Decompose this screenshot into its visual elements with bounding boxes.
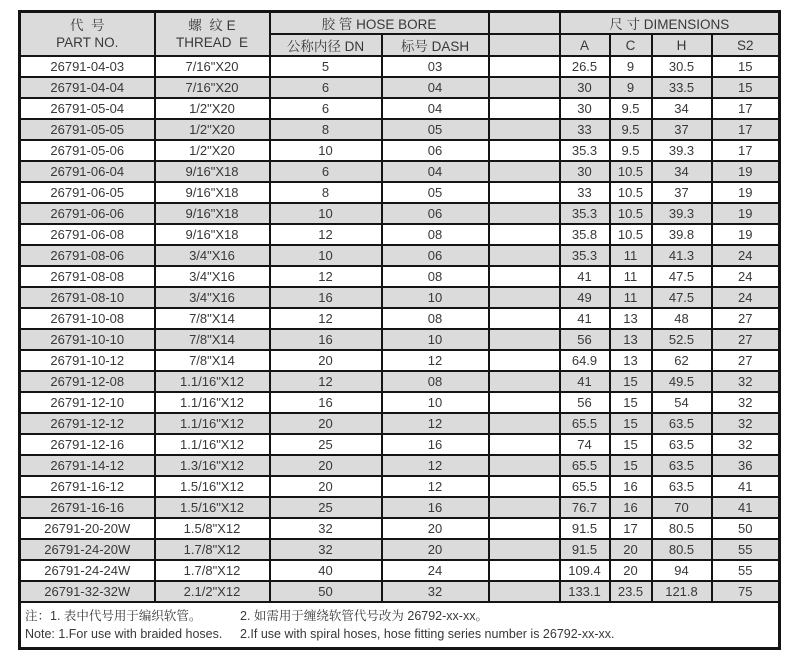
- table-row: [20, 371, 780, 392]
- dim-s2-cell: 36: [712, 455, 780, 476]
- table-row: [20, 518, 780, 539]
- dim-a-cell: 35.3: [560, 245, 610, 266]
- spacer-cell: [489, 77, 560, 98]
- thread-cell: 1/2"X20: [155, 119, 270, 140]
- part-no-cell: 26791-32-32W: [20, 581, 155, 602]
- table-row: [20, 245, 780, 266]
- dash-cell: 04: [382, 98, 489, 119]
- dim-s2-cell: 15: [712, 56, 780, 77]
- dash-cell: 10: [382, 329, 489, 350]
- table-row: [20, 329, 780, 350]
- dim-h-cell: 33.5: [652, 77, 712, 98]
- dim-s2-cell: 19: [712, 182, 780, 203]
- header-dim-s2: S2: [712, 34, 780, 56]
- dim-a-cell: 35.3: [560, 203, 610, 224]
- dim-h-cell: 63.5: [652, 434, 712, 455]
- dim-a-cell: 109.4: [560, 560, 610, 581]
- dim-s2-cell: 27: [712, 308, 780, 329]
- table-row: [20, 560, 780, 581]
- spacer-cell: [489, 497, 560, 518]
- dim-c-cell: 10.5: [610, 161, 652, 182]
- dn-cell: 25: [270, 497, 382, 518]
- dim-a-cell: 65.5: [560, 413, 610, 434]
- dim-c-cell: 15: [610, 392, 652, 413]
- part-no-cell: 26791-24-20W: [20, 539, 155, 560]
- spacer-cell: [489, 224, 560, 245]
- dash-cell: 08: [382, 371, 489, 392]
- dim-h-cell: 37: [652, 182, 712, 203]
- dim-h-cell: 52.5: [652, 329, 712, 350]
- dash-cell: 08: [382, 224, 489, 245]
- thread-cell: 3/4"X16: [155, 266, 270, 287]
- spacer-cell: [489, 581, 560, 602]
- dim-a-cell: 65.5: [560, 455, 610, 476]
- dim-c-cell: 20: [610, 539, 652, 560]
- dim-c-cell: 11: [610, 266, 652, 287]
- part-no-cell: 26791-05-05: [20, 119, 155, 140]
- dash-cell: 10: [382, 287, 489, 308]
- part-no-cell: 26791-06-06: [20, 203, 155, 224]
- dn-cell: 25: [270, 434, 382, 455]
- table-row: [20, 392, 780, 413]
- dim-s2-cell: 32: [712, 434, 780, 455]
- note-en-2: 2.If use with spiral hoses, hose fitting series number is 26792-xx-xx.: [240, 627, 615, 641]
- thread-cell: 7/8"X14: [155, 308, 270, 329]
- header-dim-c: C: [610, 34, 652, 56]
- note-zh-1: 注：1. 表中代号用于编织软管。: [25, 609, 202, 623]
- dim-c-cell: 13: [610, 350, 652, 371]
- notes-grid: [25, 607, 774, 643]
- dim-s2-cell: 27: [712, 329, 780, 350]
- table-row: [20, 476, 780, 497]
- spacer-cell: [489, 56, 560, 77]
- dn-cell: 20: [270, 413, 382, 434]
- dn-cell: 16: [270, 329, 382, 350]
- table-row: [20, 287, 780, 308]
- table-row: [20, 266, 780, 287]
- dim-a-cell: 33: [560, 119, 610, 140]
- dash-cell: 16: [382, 497, 489, 518]
- dim-c-cell: 15: [610, 413, 652, 434]
- dn-cell: 50: [270, 581, 382, 602]
- dn-cell: 6: [270, 77, 382, 98]
- dim-c-cell: 9: [610, 77, 652, 98]
- dim-s2-cell: 32: [712, 371, 780, 392]
- thread-cell: 7/8"X14: [155, 350, 270, 371]
- header-dn: 公称内径 DN: [270, 34, 382, 56]
- thread-cell: 3/4"X16: [155, 287, 270, 308]
- dim-s2-cell: 32: [712, 392, 780, 413]
- thread-cell: 9/16"X18: [155, 224, 270, 245]
- header-part-no-en: PART NO.: [56, 35, 119, 50]
- part-no-cell: 26791-05-04: [20, 98, 155, 119]
- dash-cell: 05: [382, 182, 489, 203]
- dn-cell: 12: [270, 308, 382, 329]
- dn-cell: 20: [270, 476, 382, 497]
- dim-h-cell: 30.5: [652, 56, 712, 77]
- dim-c-cell: 10.5: [610, 182, 652, 203]
- dn-cell: 10: [270, 140, 382, 161]
- dim-c-cell: 16: [610, 497, 652, 518]
- dash-cell: 03: [382, 56, 489, 77]
- dn-cell: 10: [270, 203, 382, 224]
- dim-a-cell: 74: [560, 434, 610, 455]
- dash-cell: 12: [382, 350, 489, 371]
- table-header: [20, 12, 780, 57]
- table-row: [20, 434, 780, 455]
- dim-s2-cell: 17: [712, 119, 780, 140]
- thread-cell: 9/16"X18: [155, 161, 270, 182]
- spacer-cell: [489, 98, 560, 119]
- dim-a-cell: 76.7: [560, 497, 610, 518]
- part-no-cell: 26791-08-10: [20, 287, 155, 308]
- header-thread: [155, 12, 270, 57]
- spacer-cell: [489, 392, 560, 413]
- dim-a-cell: 49: [560, 287, 610, 308]
- part-no-cell: 26791-10-08: [20, 308, 155, 329]
- dim-h-cell: 121.8: [652, 581, 712, 602]
- dn-cell: 10: [270, 245, 382, 266]
- table-row: [20, 140, 780, 161]
- dim-h-cell: 80.5: [652, 539, 712, 560]
- table-row: [20, 413, 780, 434]
- table-row: [20, 98, 780, 119]
- dim-h-cell: 63.5: [652, 476, 712, 497]
- thread-cell: 9/16"X18: [155, 182, 270, 203]
- dim-c-cell: 11: [610, 245, 652, 266]
- dim-s2-cell: 27: [712, 350, 780, 371]
- dash-cell: 04: [382, 77, 489, 98]
- dim-c-cell: 13: [610, 329, 652, 350]
- dash-cell: 06: [382, 140, 489, 161]
- dash-cell: 20: [382, 518, 489, 539]
- dash-cell: 08: [382, 308, 489, 329]
- spacer-cell: [489, 560, 560, 581]
- header-part-no: [20, 12, 155, 57]
- dn-cell: 6: [270, 161, 382, 182]
- thread-cell: 1.1/16"X12: [155, 392, 270, 413]
- dash-cell: 12: [382, 476, 489, 497]
- part-no-cell: 26791-20-20W: [20, 518, 155, 539]
- dim-c-cell: 9: [610, 56, 652, 77]
- thread-cell: 1.7/8"X12: [155, 560, 270, 581]
- dn-cell: 6: [270, 98, 382, 119]
- spacer-cell: [489, 539, 560, 560]
- part-no-cell: 26791-16-16: [20, 497, 155, 518]
- spacer-cell: [489, 203, 560, 224]
- spacer-cell: [489, 434, 560, 455]
- thread-cell: 1/2"X20: [155, 140, 270, 161]
- spacer-cell: [489, 245, 560, 266]
- part-no-cell: 26791-10-12: [20, 350, 155, 371]
- spacer-cell: [489, 350, 560, 371]
- dash-cell: 12: [382, 455, 489, 476]
- spacer-cell: [489, 266, 560, 287]
- header-spacer-bottom: [489, 34, 560, 56]
- dim-h-cell: 37: [652, 119, 712, 140]
- thread-cell: 9/16"X18: [155, 203, 270, 224]
- dn-cell: 16: [270, 392, 382, 413]
- dim-h-cell: 63.5: [652, 413, 712, 434]
- dash-cell: 04: [382, 161, 489, 182]
- dim-s2-cell: 15: [712, 77, 780, 98]
- dn-cell: 40: [270, 560, 382, 581]
- dn-cell: 8: [270, 119, 382, 140]
- part-no-cell: 26791-12-16: [20, 434, 155, 455]
- part-no-cell: 26791-04-04: [20, 77, 155, 98]
- dim-a-cell: 91.5: [560, 539, 610, 560]
- table-row: [20, 539, 780, 560]
- dim-h-cell: 48: [652, 308, 712, 329]
- thread-cell: 1/2"X20: [155, 98, 270, 119]
- dash-cell: 16: [382, 434, 489, 455]
- dash-cell: 06: [382, 245, 489, 266]
- spacer-cell: [489, 287, 560, 308]
- dim-a-cell: 30: [560, 77, 610, 98]
- dim-a-cell: 33: [560, 182, 610, 203]
- dim-s2-cell: 17: [712, 140, 780, 161]
- header-dim-h: H: [652, 34, 712, 56]
- part-no-cell: 26791-06-08: [20, 224, 155, 245]
- dash-cell: 20: [382, 539, 489, 560]
- note-zh-2: 2. 如需用于缠绕软管代号改为 26792-xx-xx。: [240, 609, 488, 623]
- spacer-cell: [489, 413, 560, 434]
- header-group-hose-bore: 胶 管 HOSE BORE: [270, 12, 489, 35]
- dim-a-cell: 133.1: [560, 581, 610, 602]
- thread-cell: 1.1/16"X12: [155, 434, 270, 455]
- dim-a-cell: 41: [560, 308, 610, 329]
- dim-c-cell: 13: [610, 308, 652, 329]
- dim-s2-cell: 24: [712, 245, 780, 266]
- header-thread-zh: 螺 纹 E: [188, 18, 236, 33]
- thread-cell: 7/8"X14: [155, 329, 270, 350]
- dim-s2-cell: 55: [712, 560, 780, 581]
- table-row: [20, 203, 780, 224]
- dash-cell: 05: [382, 119, 489, 140]
- spacer-cell: [489, 455, 560, 476]
- dash-cell: 08: [382, 266, 489, 287]
- table-row: [20, 56, 780, 77]
- dim-h-cell: 34: [652, 98, 712, 119]
- dim-a-cell: 30: [560, 98, 610, 119]
- table-row: [20, 182, 780, 203]
- thread-cell: 1.7/8"X12: [155, 539, 270, 560]
- part-no-cell: 26791-12-08: [20, 371, 155, 392]
- dim-h-cell: 70: [652, 497, 712, 518]
- spacer-cell: [489, 119, 560, 140]
- dim-s2-cell: 32: [712, 413, 780, 434]
- dn-cell: 20: [270, 455, 382, 476]
- thread-cell: 1.3/16"X12: [155, 455, 270, 476]
- dim-c-cell: 11: [610, 287, 652, 308]
- dim-h-cell: 80.5: [652, 518, 712, 539]
- dim-a-cell: 35.8: [560, 224, 610, 245]
- dim-a-cell: 35.3: [560, 140, 610, 161]
- part-no-cell: 26791-05-06: [20, 140, 155, 161]
- dim-s2-cell: 55: [712, 539, 780, 560]
- thread-cell: 2.1/2"X12: [155, 581, 270, 602]
- dim-c-cell: 23.5: [610, 581, 652, 602]
- dim-s2-cell: 50: [712, 518, 780, 539]
- dn-cell: 8: [270, 182, 382, 203]
- hose-fitting-spec-table: [18, 10, 781, 650]
- header-dim-a: A: [560, 34, 610, 56]
- dn-cell: 32: [270, 518, 382, 539]
- dim-c-cell: 15: [610, 371, 652, 392]
- dim-a-cell: 41: [560, 371, 610, 392]
- dim-h-cell: 39.8: [652, 224, 712, 245]
- dash-cell: 06: [382, 203, 489, 224]
- dim-a-cell: 56: [560, 392, 610, 413]
- thread-cell: 7/16"X20: [155, 77, 270, 98]
- table-row: [20, 224, 780, 245]
- dn-cell: 12: [270, 371, 382, 392]
- dim-a-cell: 91.5: [560, 518, 610, 539]
- dn-cell: 12: [270, 266, 382, 287]
- dim-h-cell: 62: [652, 350, 712, 371]
- dim-s2-cell: 75: [712, 581, 780, 602]
- table-row: [20, 161, 780, 182]
- dim-a-cell: 30: [560, 161, 610, 182]
- spacer-cell: [489, 308, 560, 329]
- part-no-cell: 26791-04-03: [20, 56, 155, 77]
- dim-c-cell: 10.5: [610, 203, 652, 224]
- spacer-cell: [489, 476, 560, 497]
- spacer-cell: [489, 371, 560, 392]
- thread-cell: 1.5/8"X12: [155, 518, 270, 539]
- dn-cell: 16: [270, 287, 382, 308]
- dim-a-cell: 64.9: [560, 350, 610, 371]
- dim-a-cell: 41: [560, 266, 610, 287]
- header-group-dimensions: 尺 寸 DIMENSIONS: [560, 12, 780, 35]
- header-part-no-zh: 代 号: [69, 18, 105, 33]
- part-no-cell: 26791-06-04: [20, 161, 155, 182]
- dim-c-cell: 9.5: [610, 119, 652, 140]
- dim-s2-cell: 17: [712, 98, 780, 119]
- part-no-cell: 26791-10-10: [20, 329, 155, 350]
- part-no-cell: 26791-08-08: [20, 266, 155, 287]
- dim-c-cell: 9.5: [610, 98, 652, 119]
- dim-s2-cell: 41: [712, 476, 780, 497]
- table-row: [20, 350, 780, 371]
- header-spacer-top: [489, 12, 560, 35]
- dim-h-cell: 54: [652, 392, 712, 413]
- dim-c-cell: 16: [610, 476, 652, 497]
- part-no-cell: 26791-06-05: [20, 182, 155, 203]
- spacer-cell: [489, 518, 560, 539]
- dim-a-cell: 56: [560, 329, 610, 350]
- table-row: [20, 581, 780, 602]
- spacer-cell: [489, 329, 560, 350]
- dim-s2-cell: 19: [712, 161, 780, 182]
- dim-h-cell: 49.5: [652, 371, 712, 392]
- part-no-cell: 26791-12-12: [20, 413, 155, 434]
- dash-cell: 12: [382, 413, 489, 434]
- note-en-1: Note: 1.For use with braided hoses.: [25, 627, 223, 641]
- dim-h-cell: 47.5: [652, 266, 712, 287]
- thread-cell: 1.5/16"X12: [155, 497, 270, 518]
- dim-h-cell: 94: [652, 560, 712, 581]
- dim-c-cell: 10.5: [610, 224, 652, 245]
- dn-cell: 5: [270, 56, 382, 77]
- table-row: [20, 77, 780, 98]
- header-dash: 标号 DASH: [382, 34, 489, 56]
- dim-a-cell: 65.5: [560, 476, 610, 497]
- dim-a-cell: 26.5: [560, 56, 610, 77]
- dim-s2-cell: 19: [712, 203, 780, 224]
- dim-c-cell: 15: [610, 434, 652, 455]
- dim-h-cell: 41.3: [652, 245, 712, 266]
- dim-h-cell: 34: [652, 161, 712, 182]
- dn-cell: 20: [270, 350, 382, 371]
- dn-cell: 32: [270, 539, 382, 560]
- dim-c-cell: 15: [610, 455, 652, 476]
- dim-s2-cell: 24: [712, 266, 780, 287]
- dim-h-cell: 39.3: [652, 203, 712, 224]
- dim-c-cell: 20: [610, 560, 652, 581]
- part-no-cell: 26791-14-12: [20, 455, 155, 476]
- spacer-cell: [489, 182, 560, 203]
- dim-s2-cell: 24: [712, 287, 780, 308]
- table-body: [20, 56, 780, 602]
- thread-cell: 1.5/16"X12: [155, 476, 270, 497]
- thread-cell: 1.1/16"X12: [155, 371, 270, 392]
- notes-cell: [20, 602, 780, 649]
- dim-h-cell: 47.5: [652, 287, 712, 308]
- dash-cell: 24: [382, 560, 489, 581]
- header-thread-en: THREAD E: [175, 35, 248, 50]
- part-no-cell: 26791-08-06: [20, 245, 155, 266]
- dim-h-cell: 39.3: [652, 140, 712, 161]
- spacer-cell: [489, 161, 560, 182]
- table-row: [20, 308, 780, 329]
- table-row: [20, 497, 780, 518]
- part-no-cell: 26791-24-24W: [20, 560, 155, 581]
- thread-cell: 3/4"X16: [155, 245, 270, 266]
- dash-cell: 32: [382, 581, 489, 602]
- thread-cell: 1.1/16"X12: [155, 413, 270, 434]
- thread-cell: 7/16"X20: [155, 56, 270, 77]
- dim-s2-cell: 19: [712, 224, 780, 245]
- dim-c-cell: 17: [610, 518, 652, 539]
- spacer-cell: [489, 140, 560, 161]
- dn-cell: 12: [270, 224, 382, 245]
- notes-row: [20, 602, 780, 649]
- part-no-cell: 26791-12-10: [20, 392, 155, 413]
- dash-cell: 10: [382, 392, 489, 413]
- table-row: [20, 119, 780, 140]
- dim-c-cell: 9.5: [610, 140, 652, 161]
- table-row: [20, 455, 780, 476]
- part-no-cell: 26791-16-12: [20, 476, 155, 497]
- dim-h-cell: 63.5: [652, 455, 712, 476]
- dim-s2-cell: 41: [712, 497, 780, 518]
